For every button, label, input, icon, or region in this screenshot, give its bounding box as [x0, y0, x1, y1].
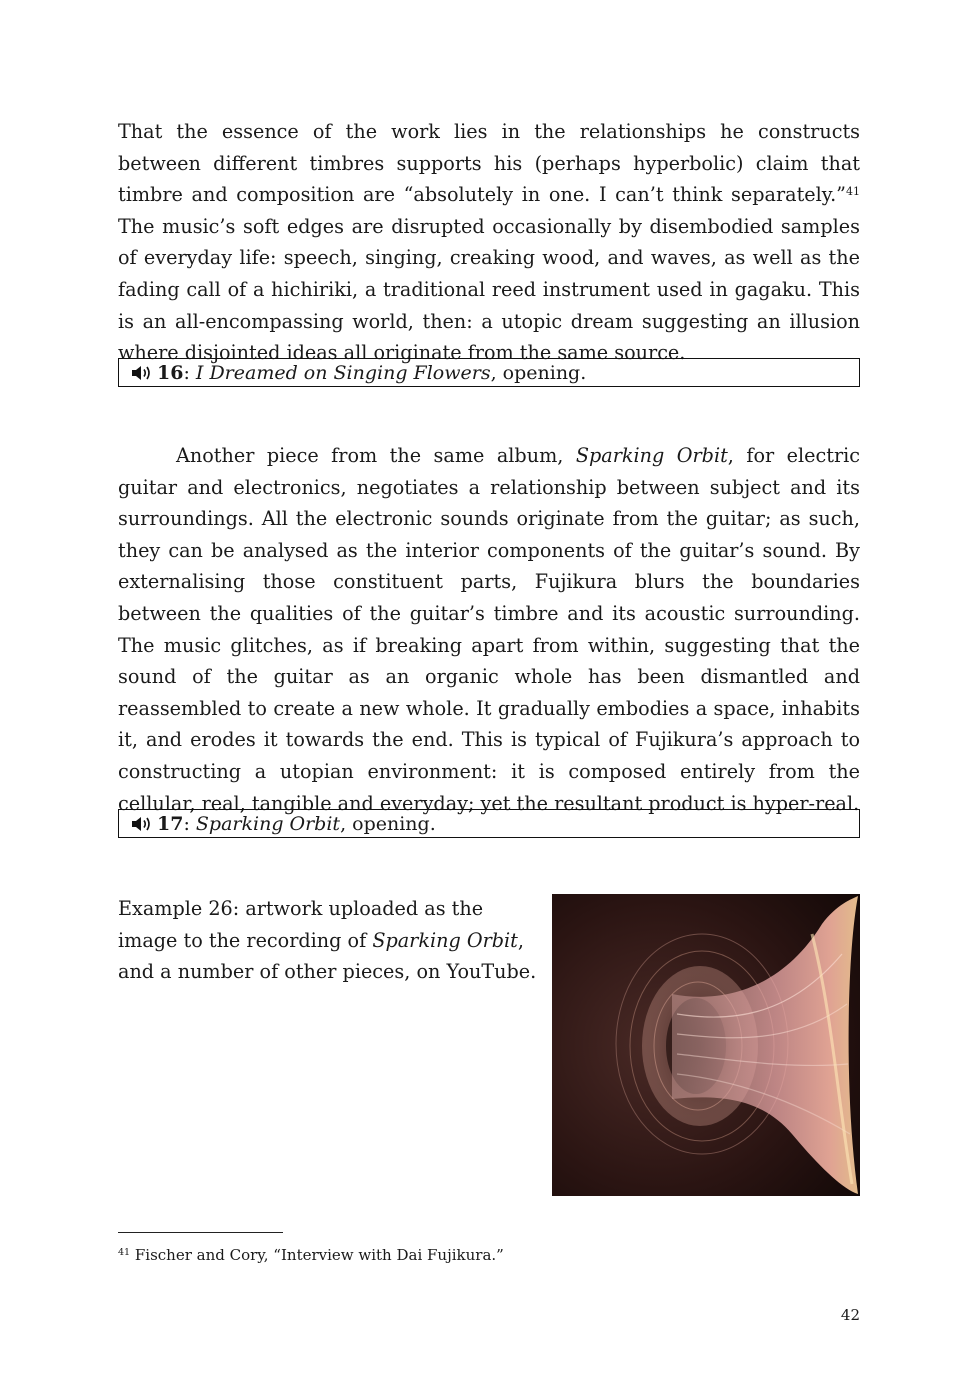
- footnote-reference[interactable]: 41: [846, 185, 860, 199]
- audio-example-17[interactable]: 17: Sparking Orbit, opening.: [118, 809, 860, 838]
- speaker-icon[interactable]: [131, 364, 153, 382]
- artwork-image: [552, 894, 860, 1196]
- footnote-number: 41: [118, 1247, 131, 1258]
- audio-number: 17: [157, 813, 184, 835]
- audio-title: I Dreamed on Singing Flowers: [195, 362, 491, 384]
- page-number: 42: [840, 1306, 860, 1324]
- footnote: $^{41}$ Fischer and Cory, “Interview with Dai Fujikura.”: [118, 1246, 504, 1264]
- footnote-divider: [118, 1232, 283, 1233]
- audio-title: Sparking Orbit: [195, 813, 341, 835]
- body-paragraph-2: Another piece from the same album, Sparking Orbit, for electric guitar and electronics, negotiates a relationship between subject and its surroundings. All the electronic sounds originate from the guitar; as such, they can be analysed as the interior components of the guitar’s sound. By externalising those constituent parts, Fujikura blurs the boundaries between the qualities of the guitar’s timbre and its acoustic surrounding. The music glitches, as if breaking apart from within, suggesting that the sound of the guitar as an organic whole has been dismantled and reassembled to create a new whole. It gradually embodies a space, inhabits it, and erodes it towards the end. This is typical of Fujikura’s approach to constructing a utopian environment: it is composed entirely from the cellular, real, tangible and everyday; yet the resultant product is hyper-real.: [118, 444, 861, 815]
- speaker-icon[interactable]: [131, 815, 153, 833]
- audio-number: 16: [157, 362, 184, 384]
- body-paragraph-1: That the essence of the work lies in the relationships he constructs between different timbres supports his (perhaps hyperbolic) claim that timbre and composition are “absolutely in one. I can’t think separately.”$^{41}$ The music’s soft edges are disrupted occasionally by disembodied samples of everyday life: speech, singing, creaking wood, and waves, as well as the fading call of a hichiriki, a traditional reed instrument used in gagaku. This is an all-encompassing world, then: a utopic dream suggesting an illusion where disjointed ideas all originate from the same source.: [118, 120, 860, 365]
- audio-example-16[interactable]: 16: I Dreamed on Singing Flowers, opening.: [118, 358, 860, 387]
- figure-caption: Example 26: artwork uploaded as the image to the recording of Sparking Orbit, and a number of other pieces, on YouTube.: [118, 897, 537, 984]
